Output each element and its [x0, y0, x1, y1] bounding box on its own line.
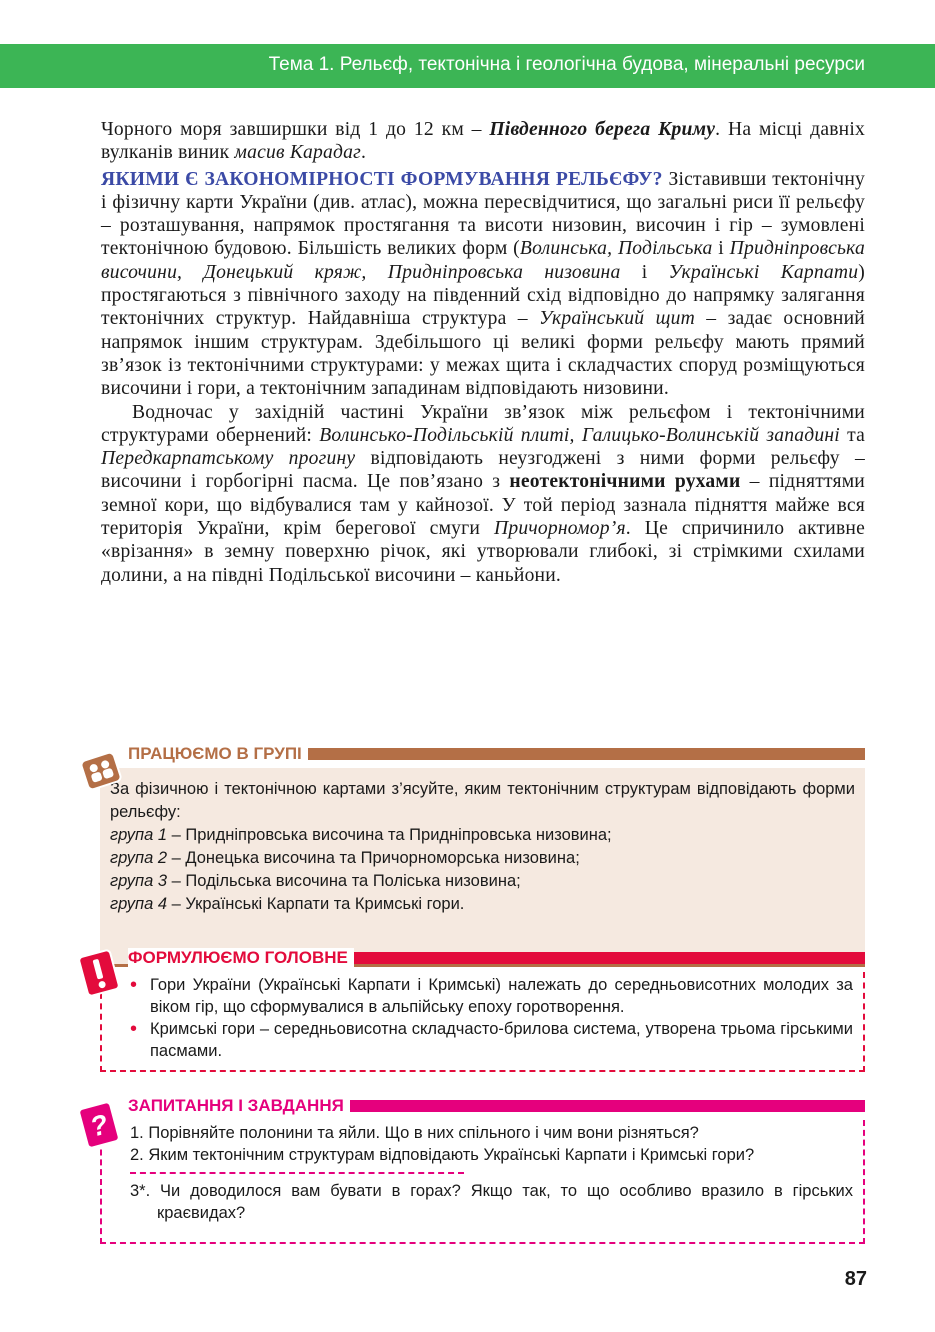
group-work-intro: За фізичною і тектонічною картами з’ясуйте, яким тектонічним структурам відповідають форми рельєфу: [110, 780, 855, 821]
header-title: Тема 1. Рельєф, тектонічна і геологічна будова, мінеральні ресурси [268, 54, 865, 75]
header-bar [0, 44, 935, 88]
questions-title: ЗАПИТАННЯ І ЗАВДАННЯ [128, 1096, 350, 1116]
page-number: 87 [844, 1268, 867, 1290]
paragraph-1 [101, 118, 865, 165]
body-text [101, 118, 865, 587]
term: Волинсько-Подільській плиті, Галицько-Волинській западині [319, 424, 840, 446]
question-item: 1. Порівняйте полонини та яйли. Що в них спільного і чим вони різняться? [130, 1124, 699, 1142]
group-label: група 1 [110, 826, 168, 844]
text-span: ) простягаються з північного заходу на південний схід відповідно до напрямку залягання тектонічних структур. Найдавніша структура – [101, 261, 865, 330]
paragraph-3 [101, 401, 865, 587]
text-span: Зіставивши тектонічну і фізичну карти України (див. атлас), можна пересвідчитися, що загальні риси її рельєфу – розташування, напрямок простягання та висоти низовин, височин і гір – зумовлені тектонічною будовою. Більшість великих форм ( [101, 168, 865, 260]
text-span: і [620, 261, 669, 283]
group-text: – Придніпровська височина та Придніпровська низовина; [167, 826, 612, 844]
term: Придніпровська височини, Донецький кряж, Придніпровська низовина [101, 238, 865, 283]
group-text: – Українські Карпати та Кримські гори. [167, 895, 465, 913]
summary-section [100, 948, 865, 1072]
summary-box [100, 972, 865, 1072]
group-item [110, 893, 855, 916]
group-text: – Донецька височина та Причорноморська низовина; [167, 849, 580, 867]
group-label: група 4 [110, 895, 168, 913]
text-span: відповідають неузгоджені з ними форми рельєфу – височини і горбогірні пасма. Це пов’язано з [101, 448, 865, 493]
term-south-coast: Південного берега Криму [489, 119, 716, 140]
summary-bullet: • Гори України (Українські Карпати і Кримські) належать до середньовисотних молодих за віком гір, що сформувалися в альпійську епоху горотворення. [102, 974, 863, 1018]
question-extra: 3*. Чи доводилося вам бувати в горах? Якщо так, то що особливо вразило в гірських краєвидах? [130, 1182, 853, 1222]
group-item [110, 847, 855, 870]
text-span: та [839, 424, 865, 446]
exclamation-icon [78, 948, 120, 998]
group-text: – Подільська височина та Поліська низовина; [167, 872, 521, 890]
group-item [110, 870, 855, 893]
term: Український щит [539, 308, 695, 330]
questions-section [100, 1096, 865, 1244]
svg-text:?: ? [86, 1108, 112, 1143]
paragraph-2 [101, 168, 865, 401]
questions-list [102, 1122, 863, 1166]
group-label: група 3 [110, 872, 168, 890]
group-work-section [100, 744, 865, 970]
text-span: Водночас у західній частині України зв’язок між рельєфом і тектонічними структурами обернений: [101, 401, 865, 446]
term: Волинська, Подільська [519, 238, 713, 260]
question-heading: ЯКИМИ Є ЗАКОНОМІРНОСТІ ФОРМУВАННЯ РЕЛЬЄФУ? [101, 168, 663, 190]
text-span: і [712, 238, 730, 260]
text-span: Чорного моря завширшки від 1 до 12 км – [101, 119, 490, 140]
group-work-box [100, 768, 865, 967]
term: Українські Карпати [668, 261, 859, 283]
text-span: – задає основний напрямок іншим структурам. Здебільшого ці великі форми рельєфу мають прямий зв’язок із тектонічними структурами: у межах щита і складчастих споруд розміщуються височини і гори, а тектонічним западинам відповідають низовини. [101, 308, 865, 400]
term-neotectonic: неотектонічними рухами [509, 471, 741, 493]
text-span: . Це спричинило активне «врізання» в земну поверхню річок, які утворювали глибокі, зі стрімкими схилами долини, а на півдні Подільської височини – каньйони. [101, 518, 865, 586]
group-people-icon [78, 748, 124, 794]
questions-extra-list [102, 1180, 863, 1224]
questions-separator [130, 1172, 464, 1174]
question-mark-icon [78, 1100, 120, 1150]
group-label: група 2 [110, 849, 168, 867]
group-work-text [110, 778, 855, 916]
question-item: 2. Яким тектонічним структурам відповідають Українські Карпати і Кримські гори? [130, 1146, 755, 1164]
questions-box [100, 1120, 865, 1244]
group-work-title: ПРАЦЮЄМО В ГРУПІ [128, 744, 308, 764]
term: Передкарпатському прогину [101, 448, 356, 470]
term: Причорномор’я [494, 518, 626, 540]
term-karadag: масив Карадаг [234, 142, 361, 164]
text-span: . [360, 142, 367, 164]
summary-list [102, 974, 863, 1062]
group-item [110, 824, 855, 847]
text-span: – підняттями земної кори, що відбувалися там у кайнозої. У той період зазнала підняття майже вся територія України, крім берегової смуги [101, 471, 865, 540]
summary-title: ФОРМУЛЮЄМО ГОЛОВНЕ [128, 948, 354, 968]
summary-bullet: • Кримські гори – середньовисотна складчасто-брилова система, утворена трьома гірськими пасмами. [102, 1018, 863, 1062]
text-span: . На місці давніх вулканів виник [101, 119, 865, 164]
